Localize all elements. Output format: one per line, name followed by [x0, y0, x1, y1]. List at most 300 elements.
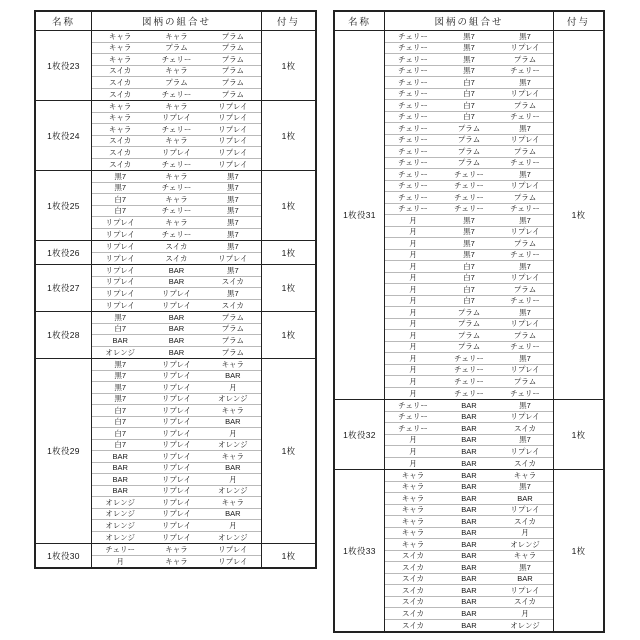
symbol-cell: BAR	[461, 482, 477, 491]
combo-row	[385, 423, 553, 435]
symbol-cell: リプレイ	[105, 217, 135, 227]
combo-row	[385, 77, 553, 89]
combo-row	[385, 100, 553, 112]
symbol-cell: 黒7	[463, 238, 475, 248]
symbol-cell: BAR	[517, 574, 533, 583]
symbol-cell: 月	[229, 382, 237, 392]
symbol-cell: キャラ	[165, 31, 188, 41]
symbol-cell: 月	[229, 428, 237, 438]
symbol-cell: 月	[229, 520, 237, 530]
combo-row	[385, 238, 553, 250]
symbol-cell: リプレイ	[218, 136, 248, 145]
header-award-label: 付与	[261, 12, 315, 30]
symbol-cell: チェリー	[398, 135, 428, 144]
symbol-cell: BAR	[461, 585, 477, 595]
symbol-cell: リプレイ	[161, 486, 192, 495]
symbol-cell: BAR	[168, 324, 185, 333]
combo-row	[385, 273, 553, 285]
symbol-cell: 黒7	[226, 288, 239, 298]
symbol-cell: スイカ	[401, 551, 425, 560]
combo-row	[92, 113, 261, 125]
combo-row	[92, 54, 261, 66]
combo-row	[385, 376, 553, 388]
symbol-cell: チェリー	[398, 77, 428, 87]
combo-row	[385, 353, 553, 365]
group-award-cell: 1枚	[261, 101, 315, 170]
symbol-cell: 黒7	[226, 241, 239, 251]
prize-group	[36, 170, 315, 240]
group-name-cell: 1枚役27	[36, 265, 92, 311]
symbol-cell: 黒7	[226, 217, 239, 227]
symbol-cell: スイカ	[109, 77, 132, 87]
symbol-cell: プラム	[221, 347, 245, 357]
combo-list	[92, 171, 261, 240]
combo-row	[385, 516, 553, 528]
symbol-cell: チェリー	[454, 376, 484, 386]
symbol-cell: スイカ	[109, 147, 132, 157]
symbol-cell: キャラ	[401, 505, 425, 514]
combo-row	[385, 89, 553, 101]
symbol-cell: オレンジ	[105, 347, 135, 357]
combo-list	[385, 31, 553, 399]
combo-row	[385, 574, 553, 586]
symbol-cell: 黒7	[114, 312, 126, 322]
symbol-cell: BAR	[168, 277, 185, 286]
combo-list	[385, 400, 553, 469]
symbol-cell: 白7	[463, 89, 475, 98]
symbol-cell: リプレイ	[510, 181, 540, 190]
symbol-cell: プラム	[513, 376, 537, 386]
symbol-cell: 黒7	[519, 169, 531, 179]
symbol-cell: BAR	[461, 528, 477, 537]
symbol-cell: リプレイ	[218, 544, 248, 554]
symbol-cell: 白7	[463, 296, 475, 305]
symbol-cell: プラム	[221, 77, 245, 87]
combo-row	[92, 509, 261, 521]
symbol-cell: 月	[409, 365, 417, 374]
symbol-cell: プラム	[221, 335, 245, 345]
combo-row	[92, 147, 261, 159]
symbol-cell: チェリー	[398, 423, 428, 433]
symbol-cell: リプレイ	[161, 394, 192, 403]
symbol-cell: オレンジ	[510, 539, 540, 549]
symbol-cell: リプレイ	[161, 428, 192, 438]
combo-row	[92, 497, 261, 509]
symbol-cell: 黒7	[463, 31, 475, 41]
combo-row	[92, 544, 261, 556]
symbol-cell: プラム	[513, 54, 537, 64]
symbol-cell: 白7	[114, 324, 126, 333]
symbol-cell: チェリー	[510, 66, 540, 75]
table-header-row	[36, 12, 315, 31]
symbol-cell: 白7	[114, 194, 126, 204]
symbol-cell: チェリー	[398, 66, 428, 75]
symbol-cell: BAR	[112, 463, 128, 472]
symbol-cell: リプレイ	[105, 288, 135, 298]
symbol-cell: チェリー	[398, 181, 428, 190]
symbol-cell: リプレイ	[161, 405, 192, 415]
combo-row	[92, 159, 261, 171]
symbol-cell: 黒7	[463, 43, 475, 52]
symbol-cell: BAR	[461, 505, 477, 514]
symbol-cell: スイカ	[401, 574, 425, 583]
group-award-cell: 1枚	[261, 265, 315, 311]
symbol-cell: 月	[409, 388, 417, 398]
combo-row	[92, 359, 261, 371]
symbol-cell: プラム	[513, 284, 537, 294]
combo-row	[385, 158, 553, 170]
symbol-cell: キャラ	[165, 194, 188, 204]
combo-row	[385, 296, 553, 308]
symbol-cell: プラム	[513, 238, 537, 248]
symbol-cell: BAR	[461, 400, 477, 410]
symbol-cell: スイカ	[401, 585, 425, 595]
symbol-cell: プラム	[457, 330, 481, 340]
symbol-cell: リプレイ	[161, 497, 192, 507]
combo-row	[385, 539, 553, 551]
prize-group	[36, 264, 315, 311]
combo-row	[92, 347, 261, 359]
symbol-cell: リプレイ	[510, 585, 540, 595]
symbol-cell: BAR	[225, 463, 241, 472]
symbol-cell: チェリー	[398, 412, 428, 421]
combo-row	[92, 556, 261, 568]
symbol-cell: BAR	[461, 608, 477, 618]
symbol-cell: BAR	[461, 493, 477, 503]
combo-row	[92, 532, 261, 544]
symbol-cell: BAR	[112, 451, 128, 461]
combo-row	[92, 77, 261, 89]
symbol-cell: 白7	[463, 112, 475, 121]
symbol-cell: リプレイ	[161, 300, 192, 310]
symbol-cell: オレンジ	[218, 394, 248, 403]
symbol-cell: キャラ	[221, 497, 245, 507]
combo-row	[92, 300, 261, 312]
symbol-cell: BAR	[517, 493, 533, 503]
symbol-cell: 月	[409, 215, 417, 225]
combo-row	[92, 253, 261, 265]
prize-group	[36, 100, 315, 170]
symbol-cell: プラム	[165, 77, 188, 87]
symbol-cell: リプレイ	[161, 359, 192, 369]
combo-row	[92, 451, 261, 463]
combo-row	[385, 400, 553, 412]
symbol-cell: リプレイ	[510, 89, 540, 98]
header-award-label: 付与	[553, 12, 603, 30]
symbol-cell: リプレイ	[510, 43, 540, 52]
prize-table-left	[34, 10, 317, 569]
symbol-cell: キャラ	[401, 482, 425, 491]
symbol-cell: 黒7	[114, 359, 126, 369]
symbol-cell: キャラ	[108, 54, 132, 64]
symbol-cell: 月	[409, 273, 417, 282]
symbol-cell: チェリー	[510, 204, 540, 213]
symbol-cell: プラム	[221, 324, 245, 333]
symbol-cell: 黒7	[519, 77, 531, 87]
symbol-cell: 月	[409, 330, 417, 340]
symbol-cell: 黒7	[463, 54, 475, 64]
group-award-cell: 1枚	[553, 470, 603, 631]
prize-group	[335, 469, 603, 631]
symbol-cell: スイカ	[513, 458, 537, 468]
symbol-cell: プラム	[513, 330, 537, 340]
symbol-cell: 月	[409, 342, 417, 351]
symbol-cell: BAR	[225, 509, 241, 518]
combo-row	[92, 486, 261, 498]
symbol-cell: BAR	[112, 474, 128, 484]
symbol-cell: プラム	[457, 158, 481, 167]
symbol-cell: 黒7	[226, 229, 239, 239]
symbol-cell: リプレイ	[105, 229, 135, 239]
combo-row	[385, 204, 553, 216]
symbol-cell: 黒7	[114, 371, 126, 380]
table-header-row	[335, 12, 603, 31]
combo-row	[385, 482, 553, 494]
prize-group	[36, 311, 315, 358]
symbol-cell: キャラ	[165, 556, 188, 566]
combo-row	[385, 620, 553, 632]
combo-row	[385, 435, 553, 447]
symbol-cell: 白7	[114, 405, 126, 415]
symbol-cell: BAR	[461, 435, 477, 444]
symbol-cell: キャラ	[165, 66, 188, 75]
symbol-cell: BAR	[461, 516, 477, 526]
header-name-label: 名称	[335, 12, 385, 30]
symbol-cell: 月	[116, 556, 124, 566]
symbol-cell: リプレイ	[218, 147, 248, 157]
combo-row	[92, 124, 261, 136]
symbol-cell: リプレイ	[161, 417, 192, 426]
symbol-cell: プラム	[165, 43, 188, 52]
group-name-cell: 1枚役30	[36, 544, 92, 567]
symbol-cell: 黒7	[519, 353, 531, 363]
prize-group	[335, 399, 603, 469]
combo-row	[385, 365, 553, 377]
symbol-cell: リプレイ	[510, 365, 540, 374]
combo-row	[385, 284, 553, 296]
combo-row	[385, 528, 553, 540]
symbol-cell: プラム	[457, 319, 481, 328]
symbol-cell: 月	[409, 284, 417, 294]
combo-row	[385, 43, 553, 55]
combo-list	[92, 312, 261, 358]
symbol-cell: チェリー	[161, 89, 192, 99]
combo-row	[385, 123, 553, 135]
combo-row	[92, 241, 261, 253]
symbol-cell: 黒7	[226, 194, 239, 204]
symbol-cell: 黒7	[519, 261, 531, 271]
symbol-cell: リプレイ	[161, 474, 192, 484]
group-name-cell: 1枚役24	[36, 101, 92, 170]
symbol-cell: キャラ	[108, 31, 132, 41]
symbol-cell: キャラ	[108, 101, 132, 111]
symbol-cell: リプレイ	[105, 241, 135, 251]
symbol-cell: 白7	[114, 428, 126, 438]
symbol-cell: リプレイ	[510, 135, 540, 144]
symbol-cell: スイカ	[109, 159, 132, 169]
combo-row	[385, 342, 553, 354]
symbol-cell: チェリー	[454, 192, 484, 202]
symbol-cell: 黒7	[519, 123, 531, 133]
combo-list	[92, 265, 261, 311]
combo-row	[385, 551, 553, 563]
symbol-cell: チェリー	[398, 169, 428, 179]
symbol-cell: リプレイ	[161, 463, 192, 472]
combo-row	[92, 440, 261, 452]
combo-row	[92, 474, 261, 486]
symbol-cell: チェリー	[398, 54, 428, 64]
symbol-cell: チェリー	[510, 250, 540, 259]
symbol-cell: リプレイ	[510, 319, 540, 328]
symbol-cell: キャラ	[401, 528, 425, 537]
symbol-cell: 黒7	[519, 482, 531, 491]
prize-group	[36, 358, 315, 543]
group-award-cell: 1枚	[553, 400, 603, 469]
symbol-cell: 黒7	[114, 171, 126, 181]
group-name-cell: 1枚役31	[335, 31, 385, 399]
symbol-cell: 白7	[114, 417, 126, 426]
symbol-cell: リプレイ	[161, 113, 192, 122]
symbol-cell: スイカ	[109, 136, 132, 145]
combo-list	[92, 31, 261, 100]
symbol-cell: プラム	[221, 89, 245, 99]
symbol-cell: 白7	[463, 77, 475, 87]
symbol-cell: オレンジ	[510, 620, 540, 630]
symbol-cell: 月	[229, 474, 237, 484]
symbol-cell: 黒7	[463, 66, 475, 75]
symbol-cell: 黒7	[519, 31, 531, 41]
prize-group	[36, 240, 315, 264]
symbol-cell: プラム	[221, 31, 245, 41]
symbol-cell: リプレイ	[105, 253, 135, 263]
group-name-cell: 1枚役23	[36, 31, 92, 100]
symbol-cell: チェリー	[454, 365, 484, 374]
combo-row	[385, 597, 553, 609]
symbol-cell: BAR	[461, 412, 477, 421]
symbol-cell: プラム	[457, 307, 481, 317]
symbol-cell: BAR	[112, 335, 128, 345]
symbol-cell: チェリー	[398, 146, 428, 156]
symbol-cell: リプレイ	[161, 371, 192, 380]
symbol-cell: リプレイ	[161, 509, 192, 518]
symbol-cell: キャラ	[401, 493, 425, 503]
combo-row	[385, 412, 553, 424]
combo-row	[92, 66, 261, 78]
combo-row	[385, 261, 553, 273]
symbol-cell: スイカ	[401, 620, 425, 630]
combo-row	[385, 192, 553, 204]
symbol-cell: プラム	[457, 146, 481, 156]
symbol-cell: リプレイ	[510, 446, 540, 456]
combo-row	[385, 54, 553, 66]
symbol-cell: オレンジ	[218, 440, 248, 449]
combo-row	[92, 417, 261, 429]
combo-row	[92, 194, 261, 206]
symbol-cell: リプレイ	[105, 277, 135, 286]
symbol-cell: 黒7	[463, 250, 475, 259]
symbol-cell: 黒7	[463, 227, 475, 236]
symbol-cell: スイカ	[401, 597, 425, 606]
combo-list	[385, 470, 553, 631]
symbol-cell: キャラ	[165, 217, 188, 227]
symbol-cell: BAR	[461, 458, 477, 468]
symbol-cell: スイカ	[221, 277, 244, 286]
symbol-cell: BAR	[225, 417, 241, 426]
group-name-cell: 1枚役28	[36, 312, 92, 358]
symbol-cell: キャラ	[165, 544, 188, 554]
symbol-cell: BAR	[461, 597, 477, 606]
symbol-cell: スイカ	[221, 300, 244, 310]
symbol-cell: BAR	[168, 347, 185, 357]
group-award-cell: 1枚	[261, 544, 315, 567]
combo-row	[92, 101, 261, 113]
combo-row	[92, 405, 261, 417]
symbol-cell: キャラ	[221, 359, 245, 369]
symbol-cell: キャラ	[513, 551, 537, 560]
symbol-cell: BAR	[168, 265, 185, 275]
symbol-cell: プラム	[513, 146, 537, 156]
symbol-cell: チェリー	[398, 400, 428, 410]
group-name-cell: 1枚役32	[335, 400, 385, 469]
group-name-cell: 1枚役26	[36, 241, 92, 264]
symbol-cell: チェリー	[454, 181, 484, 190]
symbol-cell: キャラ	[401, 539, 425, 549]
symbol-cell: チェリー	[161, 229, 192, 239]
symbol-cell: 白7	[463, 273, 475, 282]
group-award-cell: 1枚	[261, 31, 315, 100]
combo-row	[92, 217, 261, 229]
symbol-cell: 月	[409, 227, 417, 236]
symbol-cell: 月	[409, 250, 417, 259]
combo-row	[92, 335, 261, 347]
symbol-cell: リプレイ	[161, 382, 192, 392]
group-award-cell: 1枚	[261, 171, 315, 240]
symbol-cell: 黒7	[226, 206, 239, 215]
symbol-cell: キャラ	[513, 470, 537, 480]
symbol-cell: 白7	[463, 284, 475, 294]
symbol-cell: プラム	[513, 192, 537, 202]
symbol-cell: プラム	[513, 100, 537, 110]
symbol-cell: 月	[409, 238, 417, 248]
symbol-cell: プラム	[457, 342, 481, 351]
symbol-cell: チェリー	[161, 206, 192, 215]
combo-row	[385, 146, 553, 158]
symbol-cell: スイカ	[165, 253, 188, 263]
symbol-cell: BAR	[461, 574, 477, 583]
symbol-cell: プラム	[457, 135, 481, 144]
symbol-cell: リプレイ	[161, 532, 192, 542]
symbol-cell: リプレイ	[510, 505, 540, 514]
combo-row	[385, 250, 553, 262]
symbol-cell: チェリー	[398, 123, 428, 133]
symbol-cell: チェリー	[510, 388, 540, 398]
combo-row	[385, 562, 553, 574]
symbol-cell: BAR	[461, 446, 477, 456]
combo-row	[92, 520, 261, 532]
symbol-cell: BAR	[225, 371, 241, 380]
combo-row	[385, 215, 553, 227]
symbol-cell: プラム	[457, 123, 481, 133]
symbol-cell: スイカ	[401, 608, 425, 618]
symbol-cell: 黒7	[463, 215, 475, 225]
combo-row	[92, 265, 261, 277]
combo-row	[92, 31, 261, 43]
symbol-cell: リプレイ	[218, 113, 248, 122]
group-name-cell: 1枚役29	[36, 359, 92, 543]
symbol-cell: リプレイ	[218, 101, 248, 111]
symbol-cell: キャラ	[165, 101, 188, 111]
symbol-cell: BAR	[461, 423, 477, 433]
